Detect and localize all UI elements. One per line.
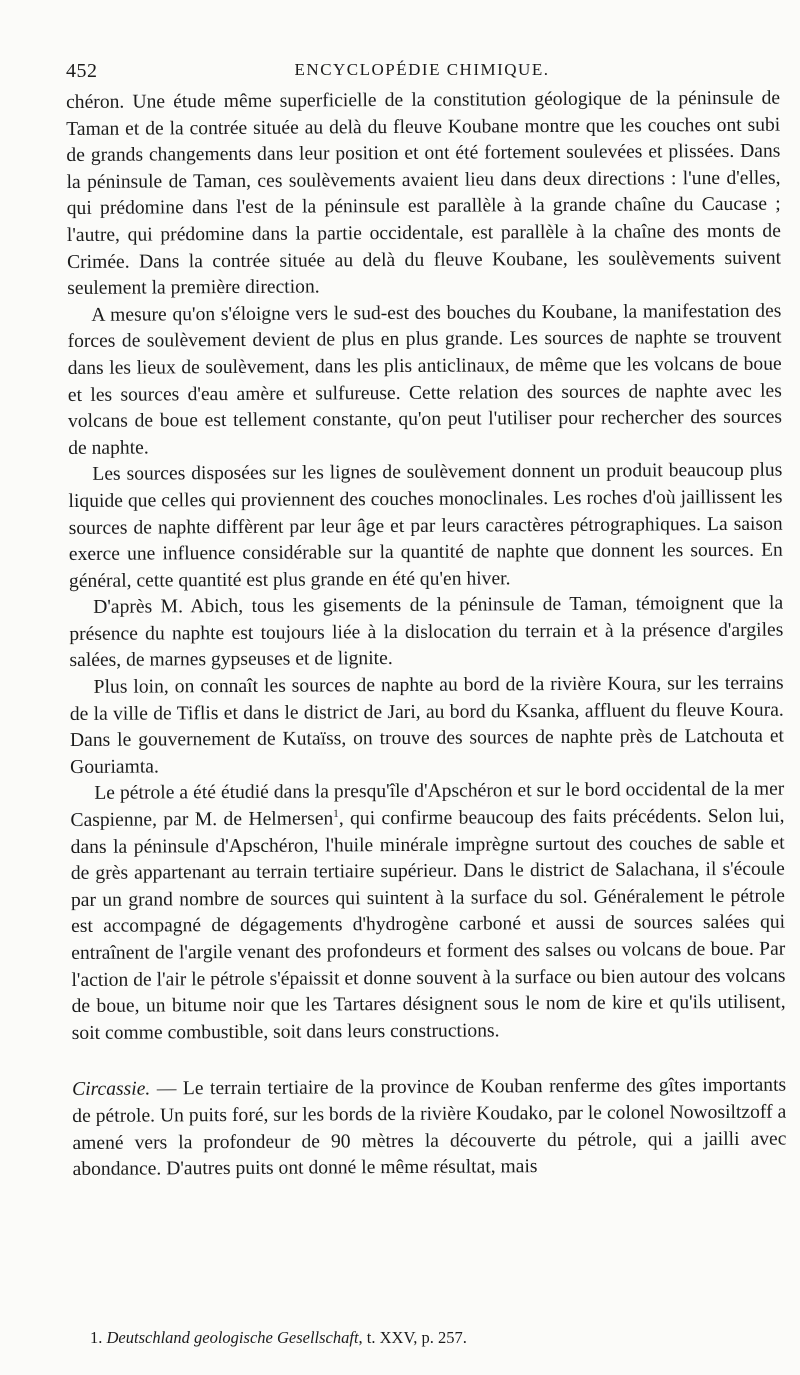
paragraph-1: chéron. Une étude même superficielle de la constitution géologique de la péninsule de Taman et de la contrée située au delà du fleuve Koubane montre que les couches ont subi de grands changements dans leur position et ont été fortement soulevées et plissées. Dans la péninsule de Taman, ces soulèvements avaient lieu dans deux directions : l'une d'elles, qui prédomine dans l'est de la péninsule est parallèle à la grande chaîne du Caucase ; l'autre, qui prédomine dans la partie occidentale, est parallèle à la chaîne des monts de Crimée. Dans la contrée située au delà du fleuve Koubane, les soulèvements suivent seulement la première direction.: [66, 87, 782, 300]
paragraph-5: Plus loin, on connaît les sources de naphte au bord de la rivière Koura, sur les terrains de la ville de Tiflis et dans le district de Jari, au bord du Ksanka, affluent du fleuve Koura. Dans le gouvernement de Kutaïss, on trouve des sources de naphte près de Latchouta et Gouriamta.: [69, 672, 785, 778]
footnote-number: 1.: [90, 1328, 103, 1347]
circassie-section: [72, 1073, 787, 1184]
footnote-reference: 1: [333, 807, 339, 820]
section-dash: —: [150, 1078, 183, 1100]
paragraph-6-text-a: Le pétrole a été étudié dans la presqu'île d'Apschéron et sur le bord occidental de la mer Caspienne, par M. de Helmersen: [70, 779, 785, 832]
body-text: [66, 86, 787, 1184]
paragraph-2: A mesure qu'on s'éloigne vers le sud-est des bouches du Koubane, la manifestation des forces de soulèvement devient de plus en plus grande. Les sources de naphte se trouvent dans les lieux de soulèvement, dans les plis anticlinaux, de même que les volcans de boue et les sources d'eau amère et sulfureuse. Cette relation des sources de naphte avec les volcans de boue est tellement constante, qu'on peut l'utiliser pour rechercher des sources de naphte.: [67, 300, 783, 459]
section-text: Le terrain tertiaire de la province de Kouban renferme des gîtes importants de pétrole. Un puits foré, sur les bords de la rivière Koudako, par le colonel Nowosiltzoff a amené vers la profondeur de 90 mètres la découverte du pétrole, qui a jailli avec abondance. D'autres puits ont donné le même résultat, mais: [72, 1074, 787, 1181]
paragraph-3: Les sources disposées sur les lignes de soulèvement donnent un produit beaucoup plus liquide que celles qui proviennent des couches monoclinales. Les roches d'où jaillissent les sources de naphte diffèrent par leur âge et par leurs caractères pétrographiques. La saison exerce une influence considérable sur la quantité de naphte que donnent les sources. En général, cette quantité est plus grande en été qu'en hiver.: [68, 459, 783, 592]
running-title: ENCYCLOPÉDIE CHIMIQUE.: [294, 60, 550, 79]
footnote: [90, 1328, 770, 1348]
paragraph-4: D'après M. Abich, tous les gisements de la péninsule de Taman, témoignent que la présence du naphte est toujours liée à la dislocation du terrain et à la présence d'argiles salées, de marnes gypseuses et de lignite.: [69, 592, 784, 672]
footnote-citation: , t. XXV, p. 257.: [358, 1328, 467, 1347]
page-number: 452: [66, 60, 98, 82]
paragraph-6: [70, 777, 786, 1047]
page-header: [66, 60, 778, 86]
section-title: Circassie.: [72, 1078, 151, 1101]
footnote-source: Deutschland geologische Gesellschaft: [106, 1328, 359, 1347]
paragraph-6-text-b: , qui confirme beaucoup des faits précédents. Selon lui, dans la péninsule d'Apschéron, l'huile minérale imprègne surtout des couches de sable et de grès appartenant au terrain tertiaire supérieur. Dans le district de Salachana, il s'écoule par un grand nombre de sources qui suintent à la surface du sol. Généralement le pétrole est accompagné de dégagements d'hydrogène carboné et aussi de sources salées qui entraînent de l'argile venant des profondeurs et forment des salses ou volcans de boue. Par l'action de l'air le pétrole s'épaissit et donne souvent à la surface ou bien autour des volcans de boue, un bitume noir que les Tartares désignent sous le nom de kire et qu'ils utilisent, soit comme combustible, soit dans leurs constructions.: [70, 805, 786, 1044]
